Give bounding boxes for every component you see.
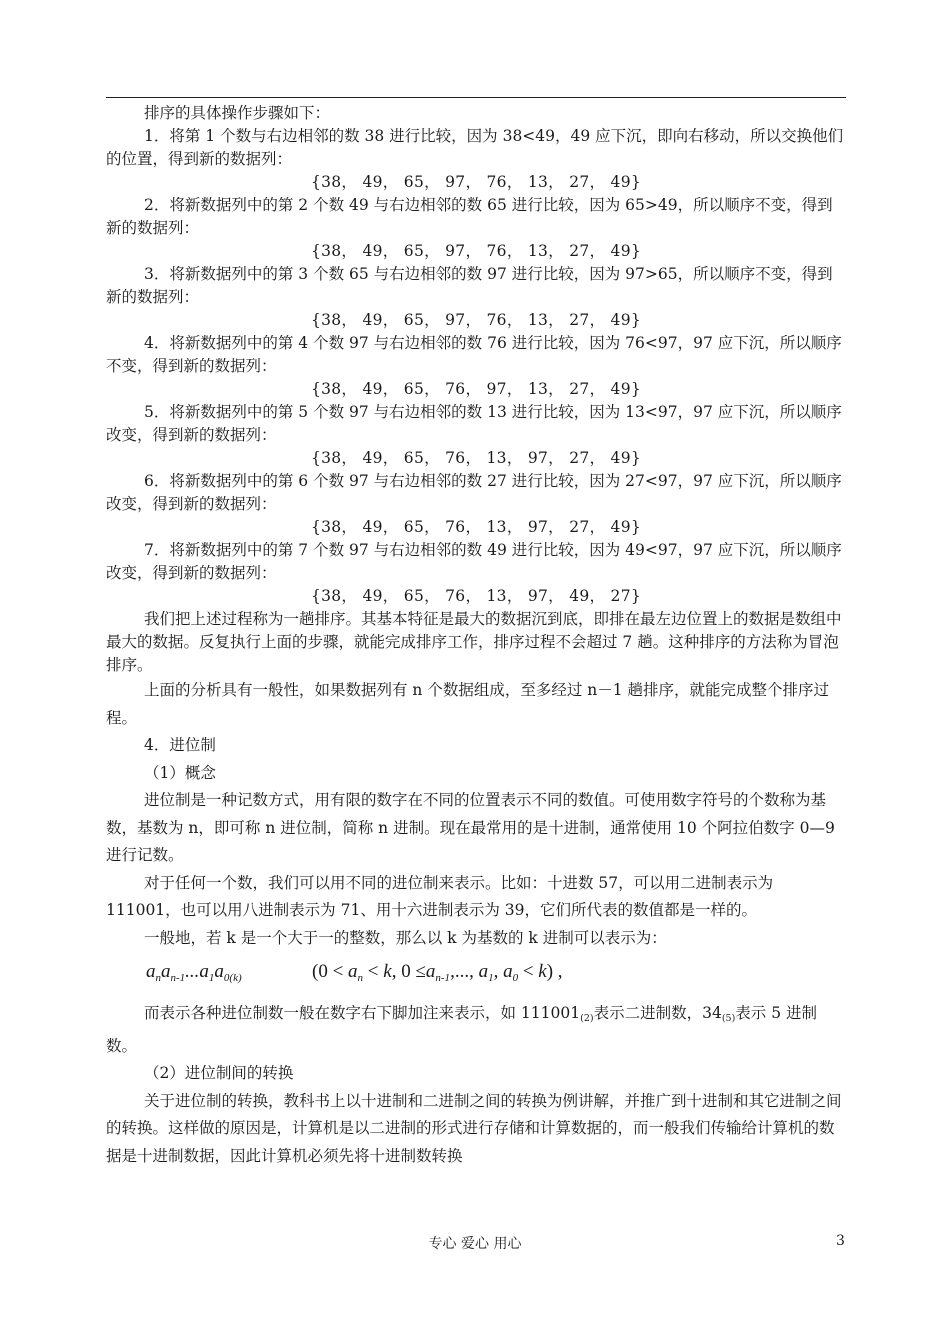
- k-radix-paragraph: 一般地，若 k 是一个大于一的整数，那么以 k 为基数的 k 进制可以表示为：: [144, 928, 667, 947]
- page-number: 3: [836, 1233, 845, 1249]
- subsection-heading-concept: （1）概念: [144, 763, 216, 782]
- generality-paragraph: 上面的分析具有一般性，如果数据列有 n 个数据组成，至多经过 n－1 趟排序，就能完成整个排序过程。: [106, 681, 830, 727]
- formula-condition: ($0 < a_n < k$, $0 \le a_{n-1}$,..., $a_1$, $a_0 < k$) ,: [312, 961, 563, 984]
- radix-example-paragraph: 对于任何一个数，我们可以用不同的进位制来表示。比如：十进数 57，可以用二进制表示为 111001，也可以用八进制表示为 71、用十六进制表示为 39，它们所代表的数值都是一样的。: [106, 873, 774, 919]
- step-3: 3．将新数据列中的第 3 个数 65 与右边相邻的数 97 进行比较，因为 97>65，所以顺序不变，得到新的数据列：: [106, 265, 833, 306]
- sequence-7: {38， 49， 65， 76， 13， 97， 49， 27}: [310, 587, 642, 605]
- sequence-6: {38， 49， 65， 76， 13， 97， 27， 49}: [310, 518, 642, 536]
- formula-lhs: $a_na_{n-1}...a_1a_{0(k)}$: [146, 961, 242, 984]
- subsection-heading-conversion: （2）进位制间的转换: [144, 1064, 294, 1082]
- sequence-4: {38， 49， 65， 76， 97， 13， 27， 49}: [310, 380, 642, 398]
- step-5: 5．将新数据列中的第 5 个数 97 与右边相邻的数 13 进行比较，因为 13<97，97 应下沉，所以顺序改变，得到新的数据列：: [106, 403, 842, 444]
- footer-motto: 专心 爱心 用心: [428, 1236, 522, 1252]
- step-2: 2．将新数据列中的第 2 个数 49 与右边相邻的数 65 进行比较，因为 65>49，所以顺序不变，得到新的数据列：: [106, 196, 833, 237]
- conversion-paragraph: 关于进位制的转换，教科书上以十进制和二进制之间的转换为例讲解，并推广到十进制和其它进制之间的转换。这样做的原因是，计算机是以二进制的形式进行存储和计算数据的，而一般我们传输给计算机的数据是十进制数据，因此计算机必须先将十进制数转换: [106, 1091, 842, 1165]
- header-rule: [106, 97, 846, 98]
- step-7: 7．将新数据列中的第 7 个数 97 与右边相邻的数 49 进行比较，因为 49<97，97 应下沉，所以顺序改变，得到新的数据列：: [106, 541, 842, 582]
- sequence-1: {38， 49， 65， 97， 76， 13， 27， 49}: [310, 173, 642, 191]
- step-4: 4．将新数据列中的第 4 个数 97 与右边相邻的数 76 进行比较，因为 76<97，97 应下沉，所以顺序不变，得到新的数据列：: [106, 334, 842, 375]
- bubble-sort-paragraph: 我们把上述过程称为一趟排序。其基本特征是最大的数据沉到底，即排在最左边位置上的数据是数组中最大的数据。反复执行上面的步骤，就能完成排序工作，排序过程不会超过 7 趟。这种排序的方法称为冒泡排序。: [106, 610, 842, 674]
- section-heading-radix: 4．进位制: [144, 736, 216, 754]
- radix-definition-paragraph: 进位制是一种记数方式，用有限的数字在不同的位置表示不同的数值。可使用数字符号的个数称为基数，基数为 n，即可称 n 进位制，简称 n 进制。现在最常用的是十进制，通常使用 10 个阿拉伯数字 0—9 进行记数。: [106, 791, 835, 864]
- step-1: 1．将第 1 个数与右边相邻的数 38 进行比较，因为 38<49，49 应下沉，即向右移动，所以交换他们的位置，得到新的数据列：: [106, 127, 844, 168]
- k-radix-formula: [106, 952, 846, 1000]
- step-6: 6．将新数据列中的第 6 个数 97 与右边相邻的数 27 进行比较，因为 27<97，97 应下沉，所以顺序改变，得到新的数据列：: [106, 472, 842, 513]
- sequence-5: {38， 49， 65， 76， 13， 97， 27， 49}: [310, 449, 642, 467]
- intro-line: 排序的具体操作步骤如下：: [144, 104, 331, 122]
- sequence-2: {38， 49， 65， 97， 76， 13， 27， 49}: [310, 242, 642, 260]
- sequence-3: {38， 49， 65， 97， 76， 13， 27， 49}: [310, 311, 642, 329]
- subscript-note-paragraph: 而表示各种进位制数一般在数字右下脚加注来表示，如 $111001_{(2)}$表示二进制数，$34_{(5)}$表示 5 进制数。: [106, 1004, 817, 1055]
- page-body: [106, 102, 846, 1170]
